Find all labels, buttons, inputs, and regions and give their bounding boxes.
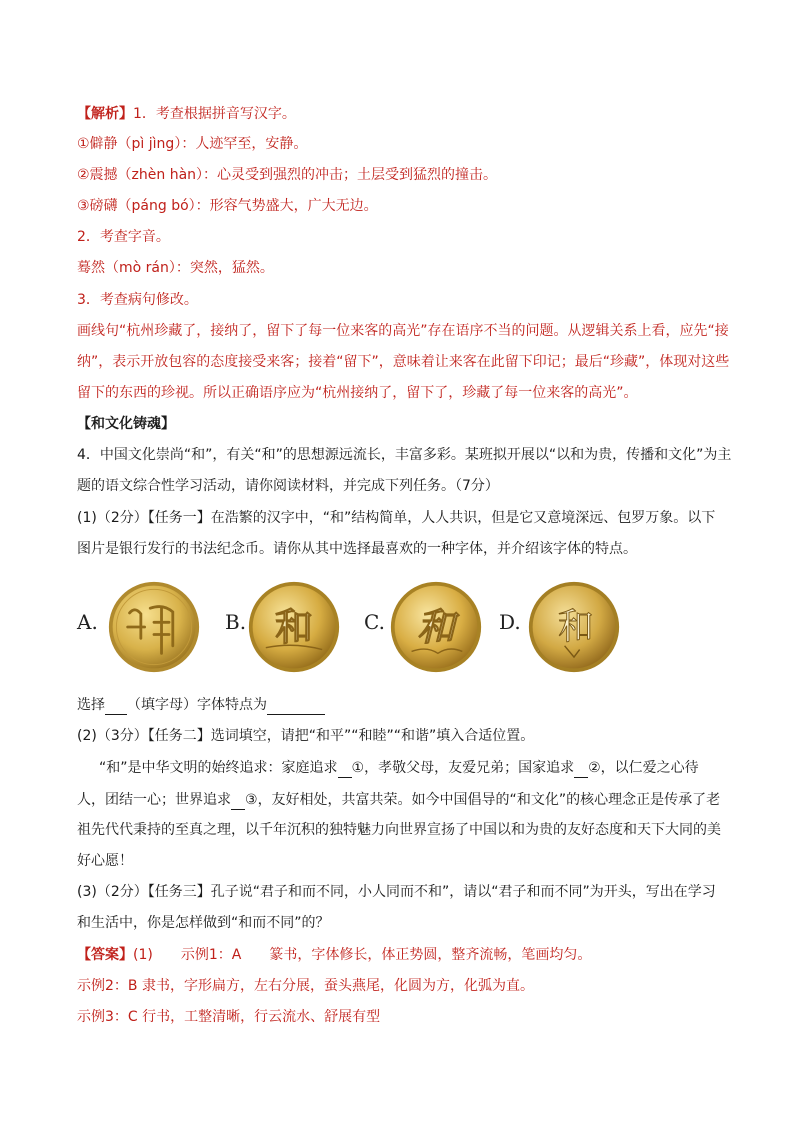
q4-intro-line-2: 题的语文综合性学习活动，请你阅读材料，并完成下列任务。（7分）	[77, 478, 499, 494]
analysis-label: 【解析】	[77, 106, 133, 122]
coin-label-d: D.	[499, 610, 521, 634]
coin-c-glyph: 和	[417, 605, 455, 650]
answer-example-2: 示例2：B 隶书，字形扁方，左右分展，蚕头燕尾，化圆为方，化弧为直。	[77, 978, 534, 994]
fill-blank-2[interactable]	[574, 757, 588, 778]
answer-number: (1)	[133, 947, 153, 963]
coin-b-glyph: 和	[275, 605, 313, 650]
coin-a-image	[107, 580, 201, 674]
task2-text-1b: ，孝敬父母，友爱兄弟；国家追求	[364, 760, 575, 776]
analysis-paragraph-line-1: 画线句“杭州珍藏了，接纳了，留下了每一位来客的高光”存在语序不当的问题。从逻辑关系上看，应先“接	[77, 323, 729, 339]
q4-intro-line-1: 4．中国文化崇尚“和”，有关“和”的思想源远流长，丰富多彩。某班拟开展以“以和为贵，传播和文化”为主	[77, 447, 732, 463]
coin-d-image	[527, 580, 621, 674]
task2-line-1: (2)（3分）【任务二】选词填空，请把“和平”“和睦”“和谐”填入合适位置。	[77, 728, 535, 744]
task2-para-line-1	[99, 757, 699, 778]
analysis-q1-heading: 1．考查根据拼音写汉字。	[133, 106, 296, 122]
task3-line-1: (3)（2分）【任务三】孔子说“君子和而不同，小人同而不和”，请以“君子和而不同”为开头，写出在学习	[77, 884, 716, 900]
coin-b-image	[247, 580, 341, 674]
analysis-paragraph-line-2: 纳”，表示开放包容的态度接受来客；接着“留下”，意味着让来客在此留下印记；最后“珍藏”，体现对这些	[77, 354, 730, 370]
choice-line	[77, 694, 325, 715]
task2-text-2b: ，友好相处，共富共荣。如今中国倡导的“和文化”的核心理念正是传承了老	[257, 792, 721, 808]
analysis-q2-heading: 2．考查字音。	[77, 229, 170, 245]
answer-example-1-label: 示例1：A	[180, 947, 242, 963]
task2-text-1a: “和”是中华文明的始终追求：家庭追求	[99, 760, 338, 776]
task3-line-2: 和生活中，你是怎样做到“和而不同”的？	[77, 915, 330, 931]
task1-line-1: (1)（2分）【任务一】在浩繁的汉字中，“和”结构简单，人人共识，但是它又意境深远、包罗万象。以下	[77, 510, 716, 526]
task2-text-2a: 人，团结一心；世界追求	[77, 792, 231, 808]
section-title: 【和文化铸魂】	[77, 416, 175, 432]
coin-label-a: A.	[77, 610, 98, 634]
analysis-item-1: ①僻静（pì jìng）：人迹罕至，安静。	[77, 136, 308, 152]
analysis-item-2: ②震撼（zhèn hàn）：心灵受到强烈的冲击；土层受到猛烈的撞击。	[77, 167, 498, 183]
coin-images-row	[77, 580, 637, 680]
analysis-item-3: ③磅礴（páng bó）：形容气势盛大，广大无边。	[77, 198, 378, 214]
blank-marker-1: ①	[351, 760, 365, 776]
task2-para-line-4: 好心愿！	[77, 853, 133, 869]
analysis-q1-line	[77, 104, 296, 124]
answer-label: 【答案】	[77, 947, 133, 963]
answer-line-1	[77, 945, 591, 965]
choice-middle: （填字母）字体特点为	[127, 697, 267, 713]
task1-line-2: 图片是银行发行的书法纪念币。请你从其中选择最喜欢的一种字体，并介绍该字体的特点。	[77, 541, 637, 557]
answer-example-3: 示例3：C 行书，工整清晰，行云流水、舒展有型	[77, 1009, 381, 1025]
coin-label-b: B.	[225, 610, 247, 634]
coin-d-glyph: 和	[558, 606, 594, 648]
answer-example-1-text: 篆书，字体修长，体正势圆，整齐流畅，笔画均匀。	[269, 947, 592, 963]
analysis-q3-heading: 3．考查病句修改。	[77, 292, 198, 308]
coin-label-c: C.	[364, 610, 385, 634]
task2-text-1c: ，以仁爱之心待	[600, 760, 699, 776]
choice-prefix: 选择	[77, 697, 105, 713]
analysis-paragraph-line-3: 留下的东西的珍视。所以正确语序应为“杭州接纳了，留下了，珍藏了每一位来客的高光”。	[77, 385, 638, 401]
fill-blank-3[interactable]	[231, 789, 245, 810]
task2-para-line-3: 祖先代代秉持的至真之理，以千年沉积的独特魅力向世界宣扬了中国以和为贵的友好态度和天下大同的美	[77, 822, 721, 838]
coin-c-image	[389, 580, 483, 674]
fill-blank-1[interactable]	[338, 757, 352, 778]
blank-marker-2: ②	[588, 760, 601, 776]
blank-marker-3: ③	[245, 792, 258, 808]
task2-para-line-2	[77, 789, 720, 810]
choice-feature-blank[interactable]	[267, 694, 325, 715]
analysis-item-4: 蓦然（mò rán）：突然，猛然。	[77, 260, 274, 276]
choice-letter-blank[interactable]	[105, 694, 127, 715]
